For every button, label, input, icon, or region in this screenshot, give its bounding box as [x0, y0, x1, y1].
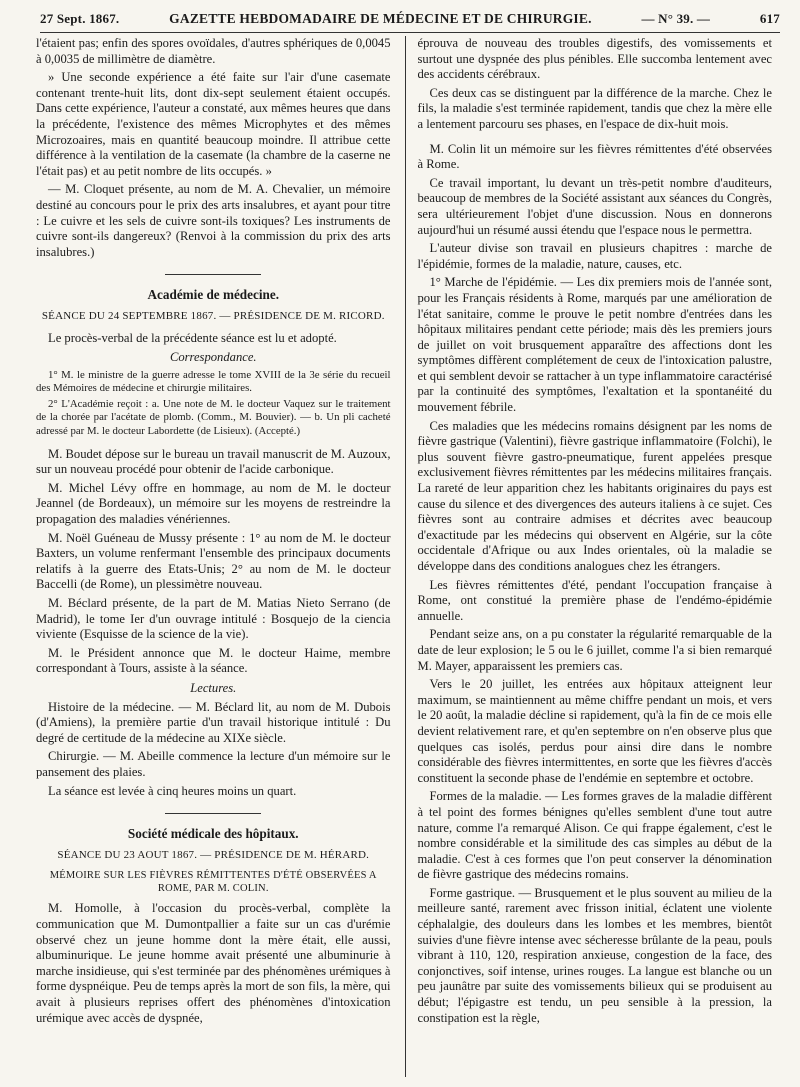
columns [36, 36, 772, 1077]
paragraph: 1° Marche de l'épidémie. — Les dix premiers mois de l'année sont, pour les Français résidents à Rome, marqués par une amélioration de l'état sanitaire, comme le prouve le petit nombre d'entrées dans les hôpitaux militaires pendant cette période; mais dès les premiers jours de juillet on voit brusquement apparaître des affections dont les symptômes diffèrent complétement de ceux de l'intoxication palustre, et qui semblent devoir se rattacher à un type inflammatoire caractérisé par la continuité des symptômes, l'exaltation et la spontanéité du mouvement fébrile. [417, 275, 773, 415]
paragraph: Pendant seize ans, on a pu constater la régularité remarquable de la date de leur explosion; le 5 ou le 6 juillet, comme l'a si bien remarqué M. Mayer, apparaissent les premiers cas. [417, 627, 773, 673]
column-divider [405, 36, 406, 1077]
memoir-title: MÉMOIRE SUR LES FIÈVRES RÉMITTENTES D'ÉTÉ OBSERVÉES A ROME, PAR M. COLIN. [49, 870, 377, 895]
paragraph: éprouva de nouveau des troubles digestifs, des vomissements et surtout une dyspnée des plus pénibles. Elle succomba lentement avec des accidents cérébraux. [417, 36, 773, 82]
paragraph: — M. Cloquet présente, au nom de M. A. Chevalier, un mémoire destiné au concours pour le prix des arts insalubres, et ayant pour titre : Le cuivre et les sels de cuivre sont-ils toxiques? Les instruments de cuivre sont-ils dangereux? (Renvoi à la commission du prix des arts insalubres.) [36, 182, 391, 259]
left-column [36, 36, 401, 1077]
paragraph: Le procès-verbal de la précédente séance est lu et adopté. [48, 330, 337, 345]
section-divider [165, 813, 261, 814]
correspondance-item: 2° L'Académie reçoit : a. Une note de M. le docteur Vaquez sur le traitement de la chorée par l'acétate de plomb. (Comm., M. Bouvier). — b. Un pli cacheté adressé par M. le docteur Labordette (de Lisieux). (Accepté.) [36, 398, 391, 437]
header-number: — N° 39. — [641, 11, 711, 26]
paragraph: Forme gastrique. — Brusquement et le plus souvent au milieu de la meilleure santé, rarement avec frisson initial, éclatent une violente céphalalgie, des douleurs dans les lombes et les membres, bientôt suivies d'une fièvre intense avec sécheresse brûlante de la peau, pouls vibrant à 110, 120, respiration anxieuse, congestion de la face, des conjonctives, soif intense, urines rouges. La langue est blanche ou un peu jaunâtre par suite des vomissements bilieux qui se produisent au début; l'épigastre est tendu, un peu sensible à la pression, la constipation est la règle, [417, 885, 773, 1025]
paragraph: M. Michel Lévy offre en hommage, au nom de M. le docteur Jeannel (de Bordeaux), un mémoire sur les moyens de restreindre la propagation des maladies vénériennes. [36, 480, 391, 527]
paragraph: M. le Président annonce que M. le docteur Haime, membre correspondant à Tours, assiste à la séance. [36, 645, 391, 676]
session-line: SÉANCE DU 23 AOUT 1867. — PRÉSIDENCE DE M. HÉRARD. [57, 848, 370, 861]
paragraph: Vers le 20 juillet, les entrées aux hôpitaux atteignent leur maximum, se maintiennent au même chiffre pendant un mois, et vers le 20 août, la maladie décline si rapidement, qu'à la fin de ce mois elle devient relativement rare, et qu'en septembre on n'en observe plus que quelques cas isolés, perdus pour ainsi dire dans le nombre considérable des fièvres intermittentes, en sorte que les fièvres d'accès constituent la seconde phase de l'endémie en septembre et octobre. [417, 677, 773, 785]
paragraph: M. Colin lit un mémoire sur les fièvres rémittentes d'été observées à Rome. [417, 141, 773, 172]
paragraph: Chirurgie. — M. Abeille commence la lecture d'un mémoire sur le pansement des plaies. [36, 749, 391, 779]
paragraph: Ces maladies que les médecins romains désignent par les noms de fièvre gastrique (Valentini), fièvre gastrique inflammatoire (Folchi), le plus souvent fièvre gastro-pneumatique, furent appelées presque exclusivement fièvres rémittentes par les médecins militaires français. La rareté de leur apparition chez les habitants originaires du pays est cause du silence et des divergences des auteurs italiens à ce sujet. Ces fièvres sont au contraire admises et décrites avec beaucoup d'exactitude par les médecins qui observent en Algérie, sur la côte occidentale d'Afrique ou aux Indes orientales, où la maladie se développe dans des conditions analogues chez les étrangers. [417, 418, 773, 573]
header-page-number: 617 [759, 11, 780, 26]
section-divider [165, 274, 261, 275]
page-header [40, 6, 780, 33]
paragraph: Ces deux cas se distinguent par la différence de la marche. Chez le fils, la maladie s'est terminée rapidement, tandis que chez la mère elle a lentement parcouru ses phases, en l'espace de dix-huit mois. [417, 85, 773, 131]
session-line: SÉANCE DU 24 SEPTEMBRE 1867. — PRÉSIDENCE DE M. RICORD. [41, 309, 385, 322]
header-title: GAZETTE HEBDOMADAIRE DE MÉDECINE ET DE CHIRURGIE. [169, 11, 592, 26]
header-date: 27 Sept. 1867. [40, 11, 120, 26]
paragraph: La séance est levée à cinq heures moins un quart. [48, 783, 297, 798]
subheading-lectures: Lectures. [190, 681, 237, 696]
correspondance-item: 1° M. le ministre de la guerre adresse le tome XVIII de la 3e série du recueil des Mémoires de médecine et chirurgie militaires. [36, 368, 391, 394]
section-title-societe: Société médicale des hôpitaux. [127, 826, 299, 842]
paragraph: M. Béclard présente, de la part de M. Matias Nieto Serrano (de Madrid), le tome Ier d'un ouvrage intitulé : Bosquejo de la ciencia viviente (Esquisse de la science de la vie). [36, 596, 391, 642]
right-column [412, 36, 773, 1077]
paragraph: M. Boudet dépose sur le bureau un travail manuscrit de M. Auzoux, sur un nouveau procédé pour obtenir de l'acide carbonique. [36, 446, 391, 477]
paragraph: l'étaient pas; enfin des spores ovoïdales, d'autres sphériques de 0,0045 à 0,0035 de millimètre de diamètre. [36, 36, 391, 66]
paragraph: Histoire de la médecine. — M. Béclard lit, au nom de M. Dubois (d'Amiens), la première partie d'un travail historique intitulé : Du degré de certitude de la médecine au XIXe siècle. [36, 699, 391, 745]
paragraph: L'auteur divise son travail en plusieurs chapitres : marche de l'épidémie, formes de la maladie, nature, causes, etc. [417, 241, 773, 271]
paragraph: M. Noël Guéneau de Mussy présente : 1° au nom de M. le docteur Baxters, un volume renfermant l'ensemble des principaux documents relatifs à la guerre des Etats-Unis; 2° au nom de M. le docteur Baccelli (de Rome), un plessimètre nouveau. [36, 530, 391, 592]
paragraph: Ce travail important, lu devant un très-petit nombre d'auditeurs, beaucoup de membres de la Société assistant aux séances du Congrès, sera ultérieurement l'objet d'une discussion. Nous en donnerons aujourd'hui un résumé aussi étendu que l'espace nous le permettra. [417, 175, 773, 237]
paragraph: » Une seconde expérience a été faite sur l'air d'une casemate contenant trente-huit lits, dont dix-sept seulement étaient occupés. Dans cette expérience, l'auteur a constaté, aux mêmes heures que dans la précédente, l'existence des mêmes Microphytes et des mêmes Microzoaires, mais en quantité beaucoup moindre. Il attribue cette différence à la ventilation de la casemate (la chambre de la caserne ne l'était pas) et au petit nombre de lits occupés. » [36, 70, 391, 178]
paragraph: M. Homolle, à l'occasion du procès-verbal, complète la communication que M. Dumontpallier a faite sur un cas d'urémie observé chez un jeune homme dont la mère était, elle aussi, albuminurique. Le jeune homme avait présenté une albuminurie à marche insidieuse, qui s'est terminée par des phénomènes urémiques à forme dyspnéique. Peu de temps après la mort de son fils, la mère, qui avait à plusieurs reprises offert des phénomènes d'intoxication urémique avec accès de dyspnée, [36, 901, 391, 1025]
subheading-correspondance: Correspondance. [169, 350, 257, 365]
section-title-academie: Académie de médecine. [147, 287, 279, 303]
paragraph: Formes de la maladie. — Les formes graves de la maladie diffèrent à tel point des formes bénignes qu'elles semblent d'une tout autre nature, comme l'a remarqué Alison. Ce qui frappe également, c'est le nombre considérable et la similitude des cas simples au début de la maladie. C'est à ces formes que l'on peut conserver la dénomination de fièvre gastrique des médecins romains. [417, 789, 773, 882]
paragraph: Les fièvres rémittentes d'été, pendant l'occupation française à Rome, ont constitué la première phase de l'endémo-épidémie annuelle. [417, 577, 773, 623]
